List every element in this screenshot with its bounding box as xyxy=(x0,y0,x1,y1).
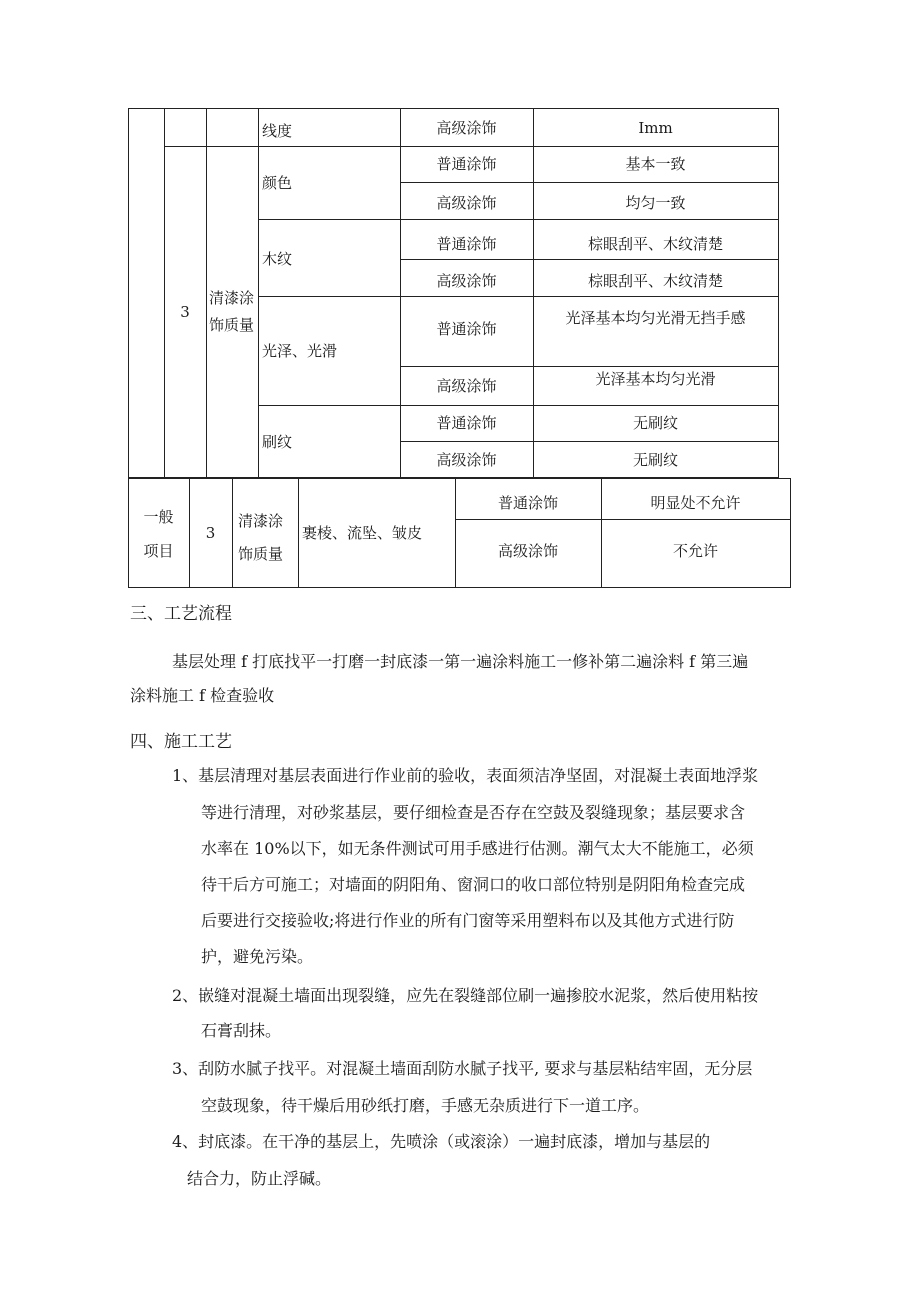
grade-cell: 普通涂饰 xyxy=(436,320,497,338)
requirement-cell: 无刷纹 xyxy=(632,414,678,432)
item-wood-grain: 木纹 xyxy=(262,250,293,268)
requirement-cell: 光泽基本均匀光滑无挡手感 xyxy=(565,309,746,327)
requirement-cell: 明显处不允许 xyxy=(650,494,741,512)
grade-cell: 普通涂饰 xyxy=(436,155,497,173)
step-text-line: 护，避免污染。 xyxy=(201,947,314,966)
requirement-cell: 光泽基本均匀光滑 xyxy=(595,370,716,388)
step-text-line: 1、基层清理对基层表面进行作业前的验收，表面须洁净坚固，对混凝土表面地浮浆 xyxy=(172,766,759,785)
item-gloss-smoothness: 光泽、光滑 xyxy=(262,342,338,360)
item-color: 颜色 xyxy=(262,174,293,192)
requirement-cell: 棕眼刮平、木纹清楚 xyxy=(587,272,723,290)
requirement-cell: 基本一致 xyxy=(625,155,686,173)
requirement-cell: 不允许 xyxy=(672,542,718,560)
type-line1: 一般 xyxy=(143,508,174,526)
category-line1: 清漆涂 xyxy=(238,512,284,530)
grade-cell: 高级涂饰 xyxy=(436,119,497,137)
step-text-line: 空鼓现象，待干燥后用砂纸打磨，手感无杂质进行下一道工序。 xyxy=(201,1096,650,1115)
step-text-line: 4、封底漆。在干净的基层上，先喷涂（或滚涂）一遍封底漆，增加与基层的 xyxy=(172,1132,711,1151)
process-flow-line: 基层处理 f 打底找平一打磨一封底漆一第一遍涂料施工一修补第二遍涂料 f 第三遍 xyxy=(172,652,749,671)
step-text-line: 3、刮防水腻子找平。对混凝土墙面刮防水腻子找平, 要求与基层粘结牢固，无分层 xyxy=(172,1059,753,1078)
step-text-line: 等进行清理，对砂浆基层，要仔细检查是否存在空鼓及裂缝现象；基层要求含 xyxy=(201,803,746,822)
requirement-cell: 均匀一致 xyxy=(625,194,686,212)
requirement-cell: Imm xyxy=(638,119,673,137)
grade-cell: 高级涂饰 xyxy=(436,272,497,290)
grade-cell: 高级涂饰 xyxy=(436,451,497,469)
step-text-line: 后要进行交接验收;将进行作业的所有门窗等采用塑料布以及其他方式进行防 xyxy=(201,911,735,930)
step-text-line: 2、嵌缝对混凝土墙面出现裂缝，应先在裂缝部位刷一遍掺胶水泥浆，然后使用粘按 xyxy=(172,986,759,1005)
item-brush-marks: 刷纹 xyxy=(262,433,293,451)
step-text-line: 结合力，防止浮碱。 xyxy=(187,1169,332,1188)
grade-cell: 高级涂饰 xyxy=(497,542,558,560)
section-heading-construction: 四、施工工艺 xyxy=(130,732,232,752)
step-text-line: 待干后方可施工；对墙面的阴阳角、窗洞口的收口部位特别是阴阳角检查完成 xyxy=(201,875,746,894)
requirement-cell: 无刷纹 xyxy=(632,451,678,469)
grade-cell: 普通涂饰 xyxy=(436,414,497,432)
item-number: 3 xyxy=(180,303,190,321)
category-line2: 饰质量 xyxy=(209,316,255,334)
step-text-line: 水率在 10%以下，如无条件测试可用手感进行估测。潮气太大不能施工，必须 xyxy=(201,839,754,858)
grade-cell: 普通涂饰 xyxy=(436,235,497,253)
grade-cell: 普通涂饰 xyxy=(497,494,558,512)
grade-cell: 高级涂饰 xyxy=(436,377,497,395)
item-sagging-wrinkles: 裹棱、流坠、皱皮 xyxy=(302,524,423,542)
item-number: 3 xyxy=(205,524,216,542)
section-heading-process: 三、工艺流程 xyxy=(130,604,232,624)
item-line-precision: 线度 xyxy=(262,122,293,140)
step-text-line: 石膏刮抹。 xyxy=(201,1021,282,1040)
process-flow-line: 涂料施工 f 检查验收 xyxy=(130,686,275,705)
grade-cell: 高级涂饰 xyxy=(436,194,497,212)
requirement-cell: 棕眼刮平、木纹清楚 xyxy=(587,235,723,253)
category-line1: 清漆涂 xyxy=(209,289,255,307)
category-line2: 饰质量 xyxy=(238,545,284,563)
type-line2: 项目 xyxy=(143,542,174,560)
